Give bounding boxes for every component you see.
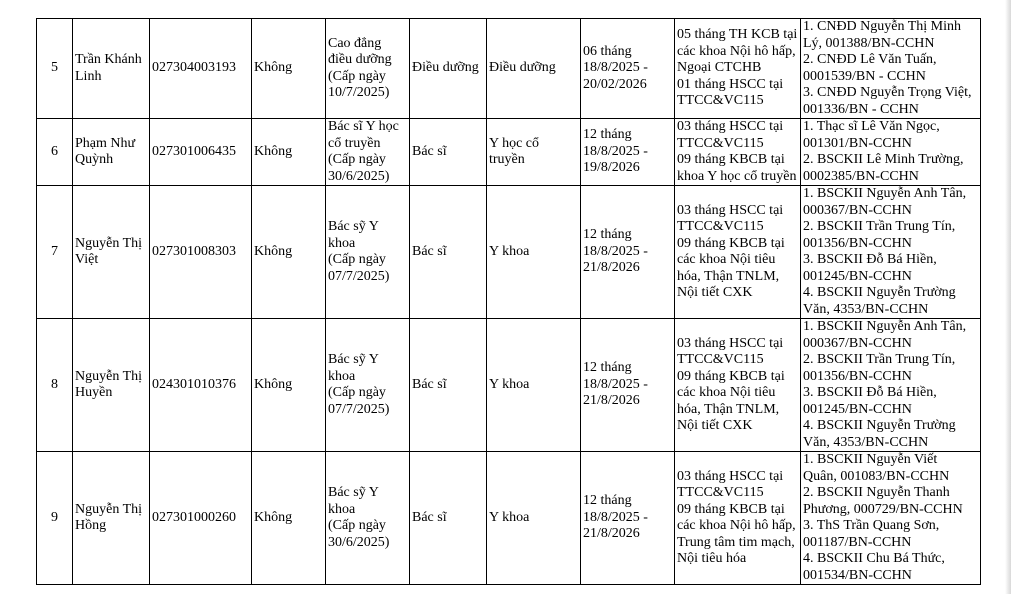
table-row: [37, 119, 981, 186]
table-row: [37, 452, 981, 585]
cell-content: 03 tháng HSCC tại TTCC&VC115 09 tháng KBCB tại khoa Y học cổ truyền: [675, 119, 801, 186]
cell-period: 12 tháng 18/8/2025 - 21/8/2026: [581, 452, 675, 585]
cell-foreign: Không: [252, 19, 326, 119]
cell-id: 027301006435: [150, 119, 252, 186]
cell-title: Bác sĩ: [410, 186, 487, 319]
cell-name: Phạm Như Quỳnh: [73, 119, 150, 186]
cell-stt: 8: [37, 319, 73, 452]
cell-name: Trần Khánh Linh: [73, 19, 150, 119]
cell-content: 03 tháng HSCC tại TTCC&VC115 09 tháng KBCB tại các khoa Nội hô hấp, Trung tâm tim mạch, Nội tiêu hóa: [675, 452, 801, 585]
cell-content: 05 tháng TH KCB tại các khoa Nội hô hấp, Ngoại CTCHB 01 tháng HSCC tại TTCC&VC115: [675, 19, 801, 119]
cell-period: 12 tháng 18/8/2025 - 19/8/2026: [581, 119, 675, 186]
cell-title: Bác sĩ: [410, 319, 487, 452]
cell-scope: Y khoa: [487, 452, 581, 585]
cell-foreign: Không: [252, 319, 326, 452]
cell-period: 06 tháng 18/8/2025 - 20/02/2026: [581, 19, 675, 119]
cell-degree: Cao đẳng điều dưỡng (Cấp ngày 10/7/2025): [326, 19, 410, 119]
cell-scope: Điều dưỡng: [487, 19, 581, 119]
cell-scope: Y học cổ truyền: [487, 119, 581, 186]
cell-supervisors: 1. CNĐD Nguyễn Thị Minh Lý, 001388/BN-CCHN 2. CNĐD Lê Văn Tuấn, 0001539/BN - CCHN 3. CNĐD Nguyễn Trọng Việt, 001336/BN - CCHN: [801, 19, 981, 119]
cell-stt: 7: [37, 186, 73, 319]
cell-period: 12 tháng 18/8/2025 - 21/8/2026: [581, 319, 675, 452]
cell-id: 027301008303: [150, 186, 252, 319]
cell-scope: Y khoa: [487, 319, 581, 452]
cell-degree: Bác sỹ Y khoa (Cấp ngày 30/6/2025): [326, 452, 410, 585]
cell-supervisors: 1. BSCKII Nguyễn Viết Quân, 001083/BN-CCHN 2. BSCKII Nguyễn Thanh Phương, 000729/BN-CCHN 3. ThS Trần Quang Sơn, 001187/BN-CCHN 4. BSCKII Chu Bá Thức, 001534/BN-CCHN: [801, 452, 981, 585]
cell-content: 03 tháng HSCC tại TTCC&VC115 09 tháng KBCB tại các khoa Nội tiêu hóa, Thận TNLM, Nội tiết CXK: [675, 319, 801, 452]
table-row: [37, 319, 981, 452]
cell-name: Nguyễn Thị Huyền: [73, 319, 150, 452]
cell-degree: Bác sĩ Y học cổ truyền (Cấp ngày 30/6/2025): [326, 119, 410, 186]
page-edge-shadow: [1005, 0, 1011, 594]
cell-scope: Y khoa: [487, 186, 581, 319]
cell-supervisors: 1. Thạc sĩ Lê Văn Ngọc, 001301/BN-CCHN 2. BSCKII Lê Minh Trường, 0002385/BN-CCHN: [801, 119, 981, 186]
table-row: [37, 19, 981, 119]
cell-id: 027304003193: [150, 19, 252, 119]
cell-period: 12 tháng 18/8/2025 - 21/8/2026: [581, 186, 675, 319]
cell-title: Điều dưỡng: [410, 19, 487, 119]
cell-supervisors: 1. BSCKII Nguyễn Anh Tân, 000367/BN-CCHN 2. BSCKII Trần Trung Tín, 001356/BN-CCHN 3. BSCKII Đỗ Bá Hiền, 001245/BN-CCHN 4. BSCKII Nguyễn Trường Văn, 4353/BN-CCHN: [801, 186, 981, 319]
cell-foreign: Không: [252, 452, 326, 585]
table-body: [37, 19, 981, 585]
cell-name: Nguyễn Thị Việt: [73, 186, 150, 319]
cell-supervisors: 1. BSCKII Nguyễn Anh Tân, 000367/BN-CCHN 2. BSCKII Trần Trung Tín, 001356/BN-CCHN 3. BSCKII Đỗ Bá Hiền, 001245/BN-CCHN 4. BSCKII Nguyễn Trường Văn, 4353/BN-CCHN: [801, 319, 981, 452]
cell-foreign: Không: [252, 119, 326, 186]
cell-title: Bác sĩ: [410, 452, 487, 585]
table-row: [37, 186, 981, 319]
cell-stt: 5: [37, 19, 73, 119]
cell-stt: 6: [37, 119, 73, 186]
cell-id: 024301010376: [150, 319, 252, 452]
cell-degree: Bác sỹ Y khoa (Cấp ngày 07/7/2025): [326, 319, 410, 452]
cell-content: 03 tháng HSCC tại TTCC&VC115 09 tháng KBCB tại các khoa Nội tiêu hóa, Thận TNLM, Nội tiết CXK: [675, 186, 801, 319]
cell-foreign: Không: [252, 186, 326, 319]
practitioner-table: [36, 18, 981, 585]
cell-stt: 9: [37, 452, 73, 585]
cell-name: Nguyễn Thị Hồng: [73, 452, 150, 585]
cell-title: Bác sĩ: [410, 119, 487, 186]
cell-id: 027301000260: [150, 452, 252, 585]
cell-degree: Bác sỹ Y khoa (Cấp ngày 07/7/2025): [326, 186, 410, 319]
